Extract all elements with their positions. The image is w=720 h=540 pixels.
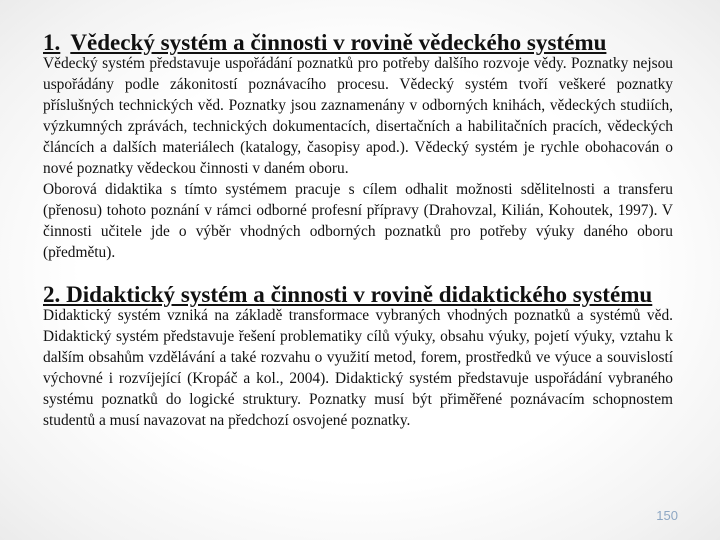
document-body bbox=[43, 29, 673, 431]
section1-heading-text: Vědecký systém a činnosti v rovině vědeckého systému bbox=[70, 29, 607, 55]
section2-heading: 2. Didaktický systém a činnosti v rovině didaktického systému bbox=[43, 281, 653, 307]
section1-paragraph2: Oborová didaktika s tímto systémem pracuje s cílem odhalit možnosti sdělitelnosti a transferu (přenosu) tohoto poznání v rámci odborné profesní přípravy (Drahovzal, Kilián, Kohoutek, 1997). V činnosti učitele jde o výběr vhodných odborných poznatků pro potřeby výuky daného oboru (předmětu). bbox=[43, 181, 673, 261]
section2-paragraph1: Didaktický systém vzniká na základě transformace vybraných vhodných poznatků a systémů věd. Didaktický systém představuje řešení problematiky cílů výuky, obsahu výuky, pojetí výuky, vztahu k dalším obsahům vzdělávání a také rozvahu o využití metod, forem, prostředků ve výuce a souvislostí výchovné i rozvíjející (Kropáč a kol., 2004). Didaktický systém představuje uspořádání vybraného systému poznatků do logické struktury. Poznatky musí být přiměřené poznávacím schopnostem studentů a musí navazovat na předchozí osvojené poznatky. bbox=[43, 307, 673, 429]
page-number: 150 bbox=[656, 508, 678, 523]
section1-heading bbox=[43, 29, 673, 55]
section1-number: 1. bbox=[43, 29, 61, 55]
section1-paragraph1: Vědecký systém představuje uspořádání poznatků pro potřeby dalšího rozvoje vědy. Poznatky nejsou uspořádány podle zákonitostí poznávacího procesu. Vědecký systém tvoří veškeré poznatky příslušných technických věd. Poznatky jsou zaznamenány v odborných knihách, vědeckých studiích, výzkumných zprávách, technických dokumentacích, disertačních a habilitačních pracích, vědeckých článcích a dalších materiálech (katalogy, časopisy apod.). Vědecký systém je rychle obohacován o nové poznatky vědeckou činnosti v daném oboru. bbox=[43, 55, 673, 177]
